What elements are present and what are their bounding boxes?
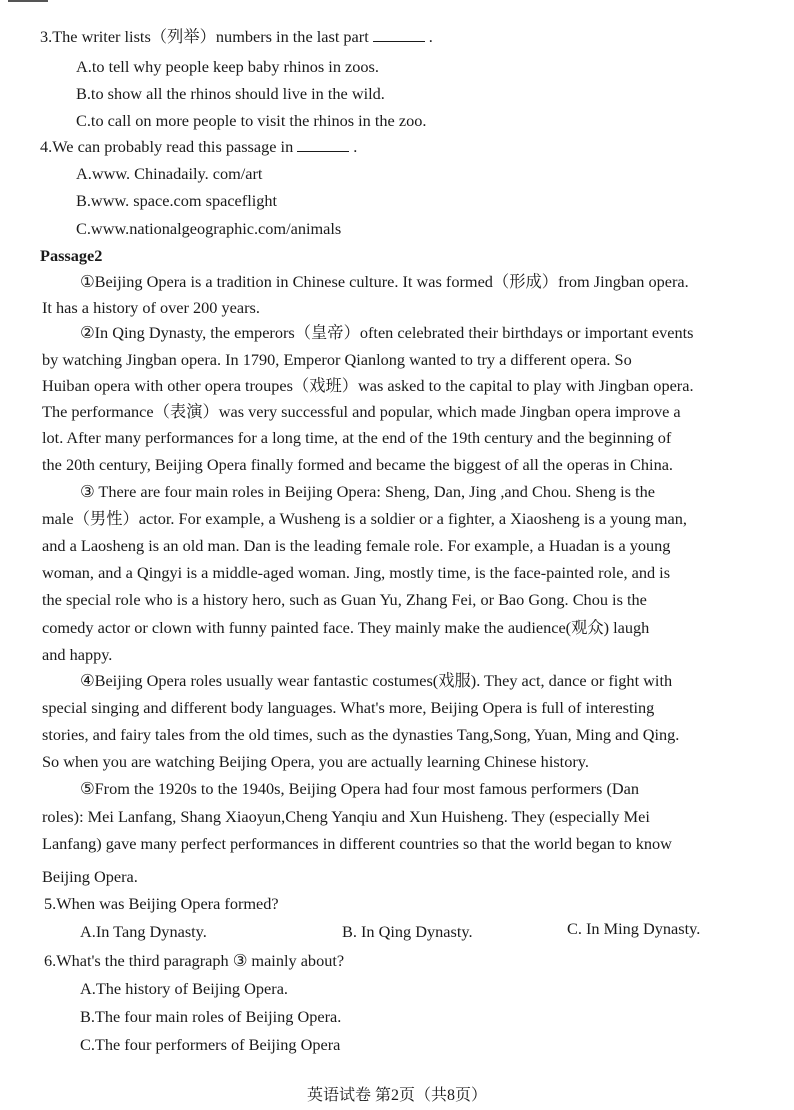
paragraph-3-line-7: and happy. <box>42 645 113 664</box>
stem-period: . <box>428 27 433 46</box>
question-4-text: 4.We can probably read this passage in <box>40 137 294 156</box>
paragraph-2-line-5: lot. After many performances for a long time, at the end of the 19th century and the beginning of <box>42 428 672 447</box>
paragraph-3-line-6: comedy actor or clown with funny painted face. They mainly make the audience(观众) laugh <box>42 618 650 637</box>
question-3-option-a: A.to tell why people keep baby rhinos in zoos. <box>76 57 379 76</box>
question-5-option-b: B. In Qing Dynasty. <box>342 922 473 941</box>
paragraph-4-line-3: stories, and fairy tales from the old times, such as the dynasties Tang,Song, Yuan, Ming and Qing. <box>42 725 680 744</box>
question-5-option-a: A.In Tang Dynasty. <box>80 922 207 941</box>
question-4-option-b: B.www. space.com spaceflight <box>76 191 278 210</box>
paragraph-2-line-3: Huiban opera with other opera troupes（戏班）was asked to the capital to play with Jingban opera. <box>42 376 694 395</box>
paragraph-3-line-2: male（男性）actor. For example, a Wusheng is a soldier or a fighter, a Xiaosheng is a young man, <box>42 509 687 528</box>
question-4-option-c: C.www.nationalgeographic.com/animals <box>76 219 342 238</box>
question-4-stem <box>40 136 357 158</box>
paragraph-3-line-1: ③ There are four main roles in Beijing Opera: Sheng, Dan, Jing ,and Chou. Sheng is the <box>80 482 655 501</box>
question-6-option-b: B.The four main roles of Beijing Opera. <box>80 1007 342 1026</box>
paragraph-4-line-1: ④Beijing Opera roles usually wear fantastic costumes(戏服). They act, dance or fight with <box>80 671 673 690</box>
question-6-option-c: C.The four performers of Beijing Opera <box>80 1035 341 1054</box>
stem-period: . <box>353 137 358 156</box>
paragraph-2-line-2: by watching Jingban opera. In 1790, Emperor Qianlong wanted to try a different opera. So <box>42 350 632 369</box>
paragraph-5-line-1: ⑤From the 1920s to the 1940s, Beijing Opera had four most famous performers (Dan <box>80 779 640 798</box>
paragraph-5-line-2: roles): Mei Lanfang, Shang Xiaoyun,Cheng Yanqiu and Xun Huisheng. They (especially Mei <box>42 807 650 826</box>
paragraph-5-line-3: Lanfang) gave many perfect performances in different countries so that the world began to know <box>42 834 672 853</box>
page-footer: 英语试卷 第2页（共8页） <box>306 1087 487 1104</box>
top-edge-mark <box>8 0 48 8</box>
answer-blank[interactable] <box>297 137 349 152</box>
paragraph-3-line-5: the special role who is a history hero, such as Guan Yu, Zhang Fei, or Bao Gong. Chou is the <box>42 590 647 609</box>
paragraph-2-line-4: The performance（表演）was very successful and popular, which made Jingban opera improve a <box>42 402 681 421</box>
question-6-option-a: A.The history of Beijing Opera. <box>80 979 288 998</box>
question-3-text: 3.The writer lists（列举）numbers in the last part <box>40 27 369 46</box>
paragraph-4-line-2: special singing and different body languages. What's more, Beijing Opera is full of interesting <box>42 698 655 717</box>
paragraph-2-line-6: the 20th century, Beijing Opera finally formed and became the biggest of all the operas in China. <box>42 455 674 474</box>
paragraph-2-line-1: ②In Qing Dynasty, the emperors（皇帝）often celebrated their birthdays or important events <box>80 323 694 342</box>
question-5-option-c: C. In Ming Dynasty. <box>567 919 701 938</box>
question-4-option-a: A.www. Chinadaily. com/art <box>76 164 263 183</box>
question-5-stem: 5.When was Beijing Opera formed? <box>44 894 279 913</box>
paragraph-4-line-4: So when you are watching Beijing Opera, you are actually learning Chinese history. <box>42 752 589 771</box>
question-3-option-b: B.to show all the rhinos should live in the wild. <box>76 84 385 103</box>
paragraph-1-line-2: It has a history of over 200 years. <box>42 298 260 317</box>
question-3-option-c: C.to call on more people to visit the rhinos in the zoo. <box>76 111 427 130</box>
question-3-stem <box>40 26 433 48</box>
answer-blank[interactable] <box>373 27 425 42</box>
paragraph-1-line-1: ①Beijing Opera is a tradition in Chinese culture. It was formed（形成）from Jingban opera. <box>80 272 689 291</box>
paragraph-5-line-4: Beijing Opera. <box>42 867 138 886</box>
passage-heading: Passage2 <box>40 246 103 265</box>
paragraph-3-line-3: and a Laosheng is an old man. Dan is the leading female role. For example, a Huadan is a young <box>42 536 671 555</box>
paragraph-3-line-4: woman, and a Qingyi is a middle-aged woman. Jing, mostly time, is the face-painted role, and is <box>42 563 671 582</box>
question-6-stem: 6.What's the third paragraph ③ mainly about? <box>44 951 345 970</box>
